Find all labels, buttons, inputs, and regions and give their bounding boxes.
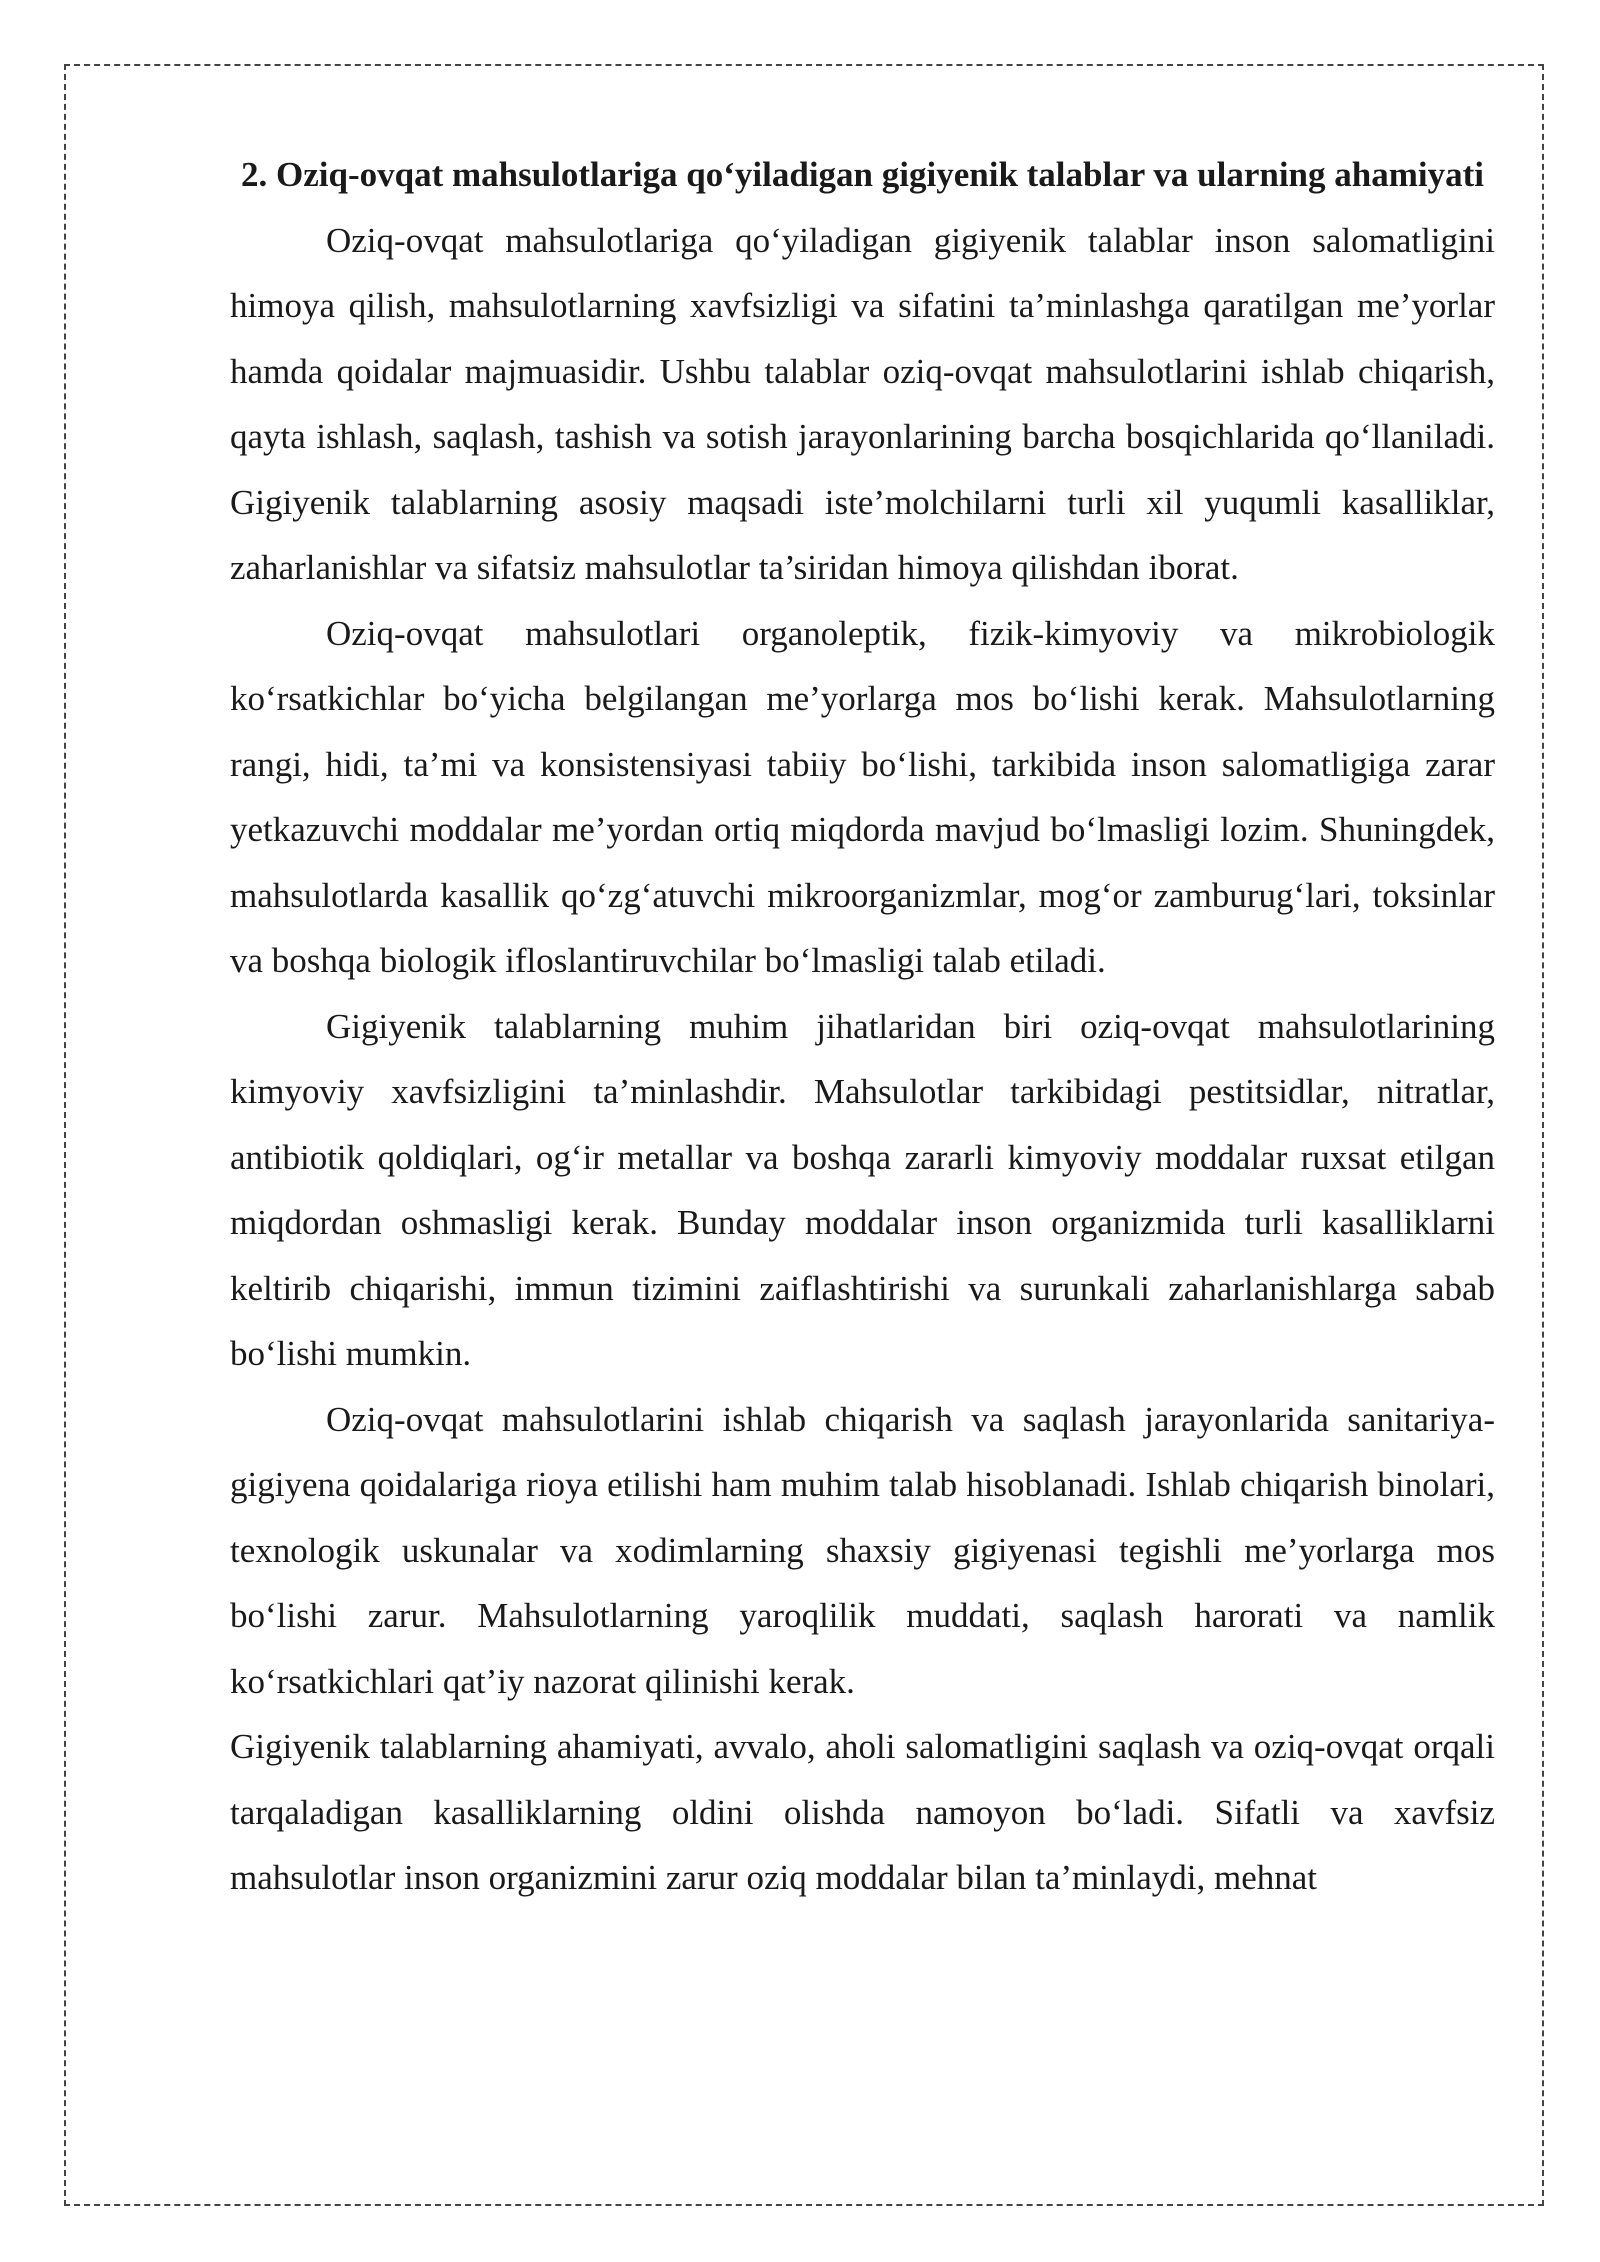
paragraph-5: Gigiyenik talablarning ahamiyati, avvalo, aholi salomatligini saqlash va oziq-ovqat orqali tarqaladigan kasalliklarning oldini olishda namoyon bo‘ladi. Sifatli va xavfsiz mahsulotlar inson organizmini zarur oziq moddalar bilan ta’minlaydi, mehnat [230,1727,1495,1897]
section-title: 2. Oziq-ovqat mahsulotlariga qo‘yiladigan gigiyenik talablar va ularning ahamiyati [241,155,1484,194]
document-body [230,142,1495,1911]
paragraph-1: Oziq-ovqat mahsulotlariga qo‘yiladigan gigiyenik talablar inson salomatligini himoya qilish, mahsulotlarning xavfsizligi va sifatini ta’minlashga qaratilgan me’yorlar hamda qoidalar majmuasidir. Ushbu talablar oziq-ovqat mahsulotlarini ishlab chiqarish, qayta ishlash, saqlash, tashish va sotish jarayonlarining barcha bosqichlarida qo‘llaniladi. Gigiyenik talablarning asosiy maqsadi iste’molchilarni turli xil yuqumli kasalliklar, zaharlanishlar va sifatsiz mahsulotlar ta’siridan himoya qilishdan iborat. [230,220,1495,587]
paragraph-3: Gigiyenik talablarning muhim jihatlaridan biri oziq-ovqat mahsulotlarining kimyoviy xavfsizligini ta’minlashdir. Mahsulotlar tarkibidagi pestitsidlar, nitratlar, antibiotik qoldiqlari, og‘ir metallar va boshqa zararli kimyoviy moddalar ruxsat etilgan miqdordan oshmasligi kerak. Bunday moddalar inson organizmida turli kasalliklarni keltirib chiqarishi, immun tizimini zaiflashtirishi va surunkali zaharlanishlarga sabab bo‘lishi mumkin. [230,1006,1495,1373]
paragraph-2: Oziq-ovqat mahsulotlari organoleptik, fizik-kimyoviy va mikrobiologik ko‘rsatkichlar bo‘yicha belgilangan me’yorlarga mos bo‘lishi kerak. Mahsulotlarning rangi, hidi, ta’mi va konsistensiyasi tabiiy bo‘lishi, tarkibida inson salomatligiga zarar yetkazuvchi moddalar me’yordan ortiq miqdorda mavjud bo‘lmasligi lozim. Shuningdek, mahsulotlarda kasallik qo‘zg‘atuvchi mikroorganizmlar, mog‘or zamburug‘lari, toksinlar va boshqa biologik ifloslantiruvchilar bo‘lmasligi talab etiladi. [230,613,1495,980]
paragraph-4: Oziq-ovqat mahsulotlarini ishlab chiqarish va saqlash jarayonlarida sanitariya-gigiyena qoidalariga rioya etilishi ham muhim talab hisoblanadi. Ishlab chiqarish binolari, texnologik uskunalar va xodimlarning shaxsiy gigiyenasi tegishli me’yorlarga mos bo‘lishi zarur. Mahsulotlarning yaroqlilik muddati, saqlash harorati va namlik ko‘rsatkichlari qat’iy nazorat qilinishi kerak. [230,1399,1495,1701]
